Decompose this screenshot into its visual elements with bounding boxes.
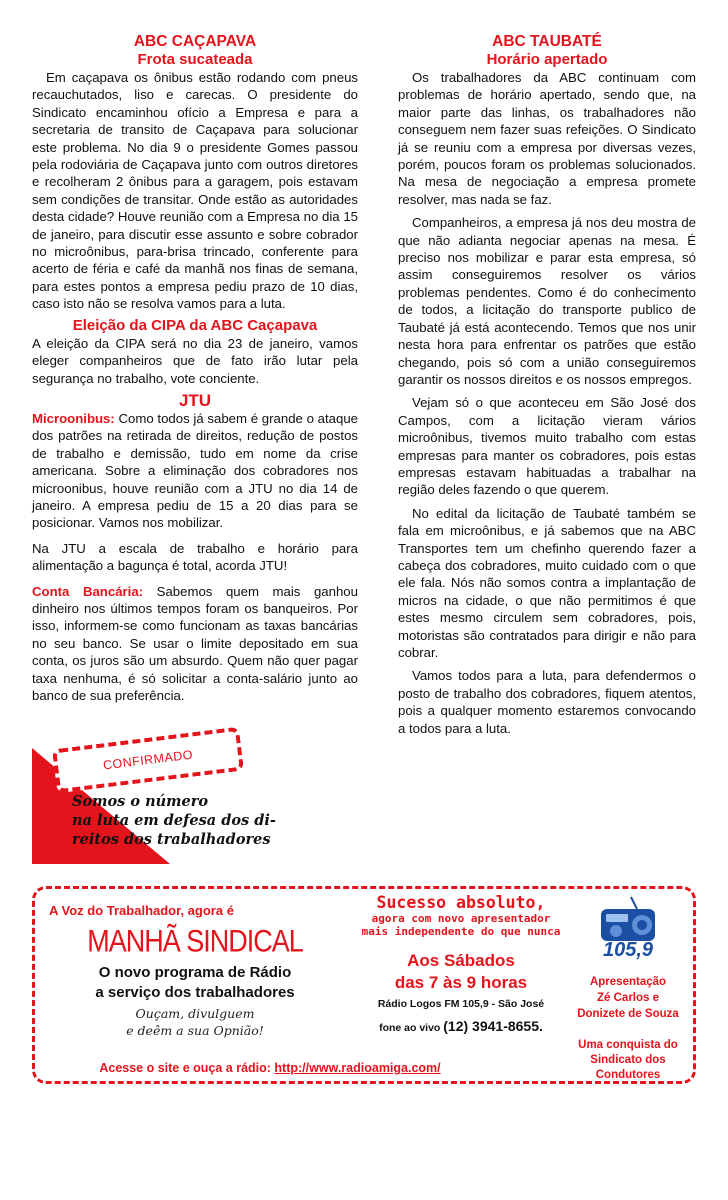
ad-station-text: Rádio Logos FM 105,9 - São José — [377, 998, 545, 1010]
ad-new-presenter-line-2: mais independente do que nunca — [361, 925, 561, 938]
cacapava-article-text: Em caçapava os ônibus estão rodando com pneus recauchutados, liso e carecas. O presidente do Sindicato encaminhou ofício a Empresa e para a secretaria de transito de Caçapava para solucionar este problema. No dia 9 o presidente Gomes passou pela rodoviária de Caçapava junto com outros diretores e recolheram 2 ônibus para a garagem, pois estavam sem condições de transitar. Onde estão as autoridades desta cidade? Houve reunião com a Empresa no dia 15 de janeiro, para discutir esse assunto e sobre cobrador no microônibus, para-brisa trincado, conferente para acerto de féria e café da manhã nos finas de semana, para estes pontos a empresa pediu prazo de 10 dias, caso isto não se resolva vamos para a luta. — [32, 70, 358, 312]
jtu-title: JTU — [178, 390, 212, 410]
confirmado-stamp-text: CONFIRMADO — [102, 747, 194, 773]
ad-presenters-line-2: Zé Carlos e — [597, 992, 659, 1004]
taubate-paragraph-3: Vejam só o que aconteceu em São José dos Campos, com a licitação vieram vários microônibus, tivemos muito trabalho com estas empresas para manter os cobradores, pois estas empresas estavam habituadas a trabalhar na região deles fazendo o que querem. — [398, 395, 696, 498]
cipa-article-text: A eleição da CIPA será no dia 23 de janeiro, vamos eleger companheiros que de fato irão lutar pela segurança no trabalho, vote conciente. — [32, 335, 358, 386]
taubate-paragraph-5: Vamos todos para a luta, para defendermos o posto de trabalho dos cobradores, fiquem atentos, pois a qualquer momento estaremos convocando a todos para a luta. — [398, 668, 696, 736]
taubate-paragraph-2: Companheiros, a empresa já nos deu mostra de que não adianta negociar apenas na mesa. É preciso nos mobilizar e parar esta empresa, só assim conseguiremos resolver os vários problemas pendentes. Como é do conhecimento de todos, a licitação do transporte publico de Taubaté já está acontecendo. Temos que nos unir nesta hora para enfrentar os patrões que estão chegando, pois só com a união conseguiremos garantir os nossos direitos e os nossos empregos. — [398, 215, 696, 387]
ad-saturdays-line-2: das 7 às 9 horas — [394, 973, 528, 992]
ad-phone-number: (12) 3941-8655. — [443, 1018, 543, 1034]
ad-conquista-line-1: Uma conquista do — [578, 1039, 678, 1051]
ad-handwritten-line-2: e deêm a sua Opnião! — [126, 1023, 264, 1038]
ad-conquista-line-2: Sindicato dos Condutores — [590, 1054, 666, 1081]
ad-handwritten-line-1: Ouçam, divulguem — [135, 1006, 255, 1021]
manha-sindical-logo: MANHÃ SINDICAL — [87, 923, 303, 959]
microonibus-paragraph — [32, 410, 358, 532]
microonibus-label: Microonibus: — [32, 410, 115, 426]
taubate-paragraph-1: Os trabalhadores da ABC continuam com problemas de horário apertado, sendo que, na maior parte das linhas, os trabalhadores não conseguem nem fazer suas refeições. O Sindicato já se reuniu com a empresa por diversas vezes, porém, poucos foram os problemas solucionados. Na mesa de negociação a empresa promete resolver, mas nada se faz. — [398, 70, 696, 207]
ad-presenters-line-1: Apresentação — [589, 976, 667, 988]
microonibus-text: Como todos já sabem é grande o ataque dos patrões na retirada de direitos, redução de postos de trabalho e demissão, tudo em nome da crise americana. Sobre a eliminação dos cobradores nos microonibus, houve reunião com a JTU no dia 14 de janeiro. A empresa pediu de 15 a 20 dias para se posicionar. Vamos nos mobilizar. — [32, 410, 358, 531]
ad-phone-label: fone ao vivo — [379, 1022, 444, 1034]
ad-saturdays-line-1: Aos Sábados — [407, 951, 515, 970]
conta-bancaria-label: Conta Bancária: — [32, 583, 144, 599]
slogan-line-2: na luta em defesa dos di- — [72, 812, 276, 829]
ad-schedule-column — [351, 893, 571, 1034]
left-column — [32, 32, 358, 704]
horario-apertado-subtitle: Horário apertado — [486, 51, 608, 68]
ad-frequency: 105,9 — [602, 939, 654, 961]
abc-cacapava-title: ABC CAÇAPAVA — [133, 33, 257, 50]
right-column — [398, 32, 696, 737]
slogan-line-1: Somos o número — [72, 793, 209, 810]
confirmado-block — [32, 738, 358, 868]
conta-bancaria-text: Sabemos quem mais ganhou dinheiro nos últimos tempos foram os banqueiros. Por isso, informem-se como funcionam as taxas bancárias no seu banco. Se usar o limite depositado em sua conta, os juros são um absurdo. Quem não quer pagar taxa nenhuma, é só solicitar a conta-salário junto ao banco de sua preferência. — [32, 583, 358, 703]
cipa-election-title: Eleição da CIPA da ABC Caçapava — [72, 316, 318, 334]
ad-site-line — [35, 1061, 505, 1075]
taubate-paragraph-4: No edital da licitação de Taubaté também se fala em microônibus, e já sabemos que na ABC Transportes tem um chefinho querendo fazer a cabeça dos cobradores, muito cuidado com o que ele fala. Nós não somos contra a implantação de micros na cidade, o que não permitimos é que estes mesmo circulem sem cobradores, pois, motoristas são contratados para dirigir e não para cobrar. — [398, 505, 696, 660]
escala-paragraph: Na JTU a escala de trabalho e horário para alimentação a bagunça é total, acorda JTU! — [32, 540, 358, 574]
ad-site-label: Acesse o site e ouça a rádio: — [99, 1061, 275, 1075]
abc-taubate-title: ABC TAUBATÉ — [492, 33, 602, 50]
ad-voz-text: A Voz do Trabalhador, agora é — [49, 903, 234, 918]
slogan — [72, 792, 332, 849]
ad-sucesso-text: Sucesso absoluto, — [376, 893, 546, 912]
conta-bancaria-paragraph — [32, 583, 358, 705]
ad-program-column — [47, 903, 343, 1039]
slogan-line-3: reitos dos trabalhadores — [72, 831, 271, 848]
ad-program-line-2: a serviço dos trabalhadores — [95, 984, 295, 1001]
ad-site-link[interactable]: http://www.radioamiga.com/ — [274, 1061, 441, 1075]
ad-presenters-column — [563, 895, 693, 1083]
ad-new-presenter-line-1: agora com novo apresentador — [371, 912, 551, 925]
frota-sucateada-subtitle: Frota sucateada — [137, 51, 253, 68]
ad-presenters-line-3: Donizete de Souza — [577, 1008, 679, 1020]
ad-phone-line — [351, 1018, 571, 1034]
ad-program-line-1: O novo programa de Rádio — [98, 964, 292, 981]
radio-icon — [597, 895, 659, 943]
radio-ad-box — [32, 886, 696, 1084]
